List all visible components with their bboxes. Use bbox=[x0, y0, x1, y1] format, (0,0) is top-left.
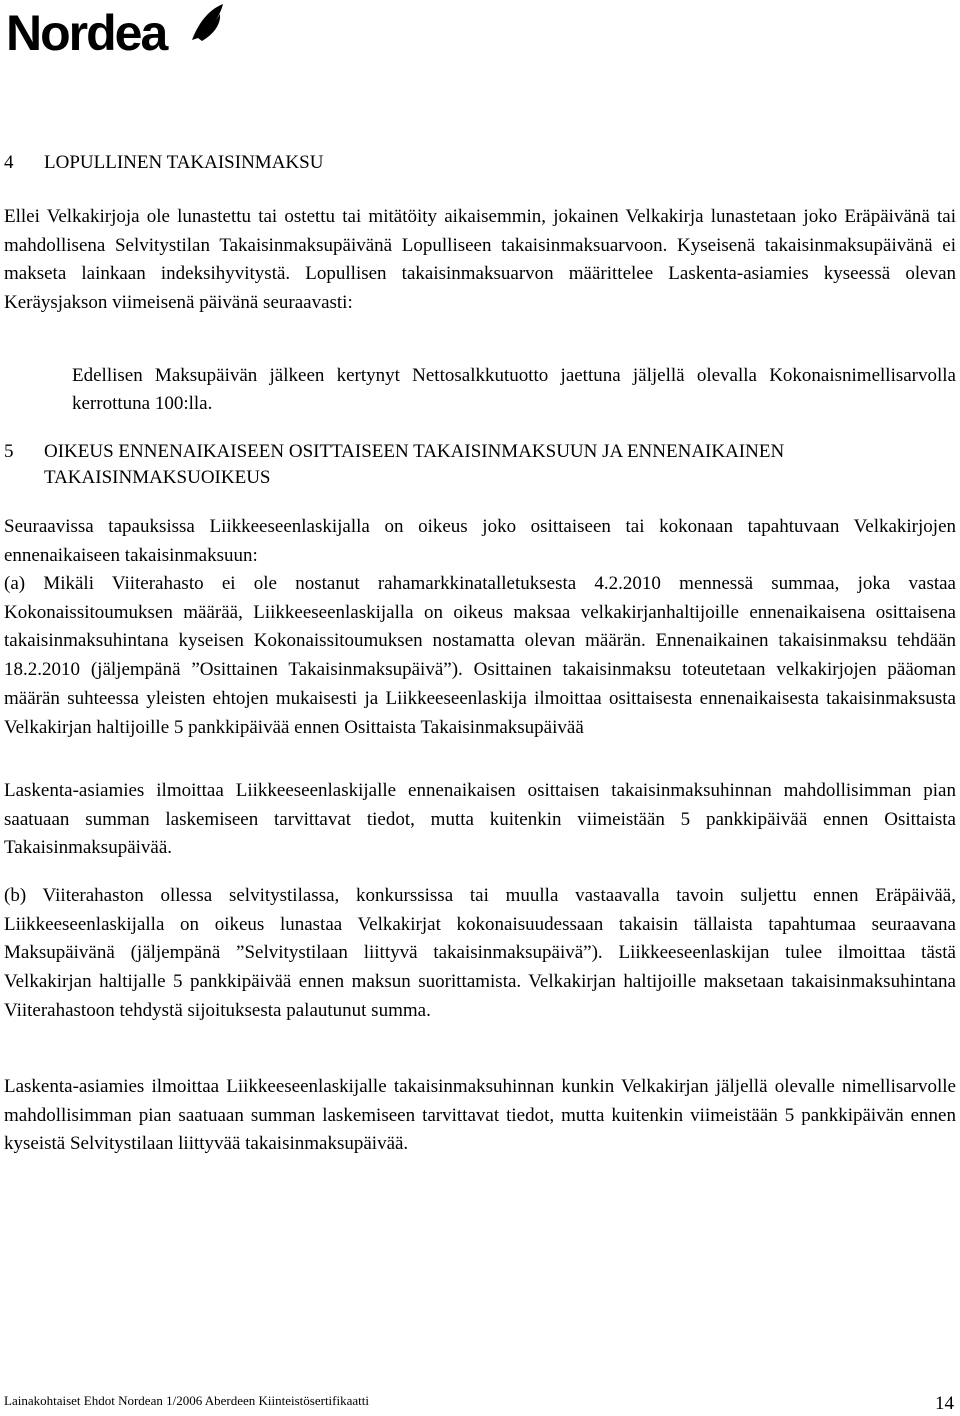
section-4-paragraph: Ellei Velkakirjoja ole lunastettu tai ostettu tai mitätöity aikaisemmin, jokainen Velkakirja lunastetaan joko Eräpäivänä tai mahdollisena Selvitystilan Takaisinmaksupäivänä Lopulliseen takaisinmaksuarvoon. Kyseisenä takaisinmaksupäivänä ei makseta lainkaan indeksihyvitystä. Lopullisen takaisinmaksuarvon määrittelee Laskenta-asiamies kyseessä olevan Keräysjakson viimeisenä päivänä seuraavasti: bbox=[4, 206, 956, 314]
clause-b-paragraph: (b) Viiterahaston ollessa selvitystilassa, konkurssissa tai muulla vastaavalla tavoin suljettu ennen Eräpäivää, Liikkeeseenlaskijalla on oikeus lunastaa Velkakirjat kokonaisuudessaan takaisin tällaista tapahtumaa seuraavana Maksupäivänä (jäljempänä ”Selvitystilaan liittyvä takaisinmaksupäivä”). Liikkeeseenlaskijan tulee ilmoittaa tästä Velkakirjan haltijalle 5 pankkipäivää ennen maksun suorittamista. Velkakirjan haltijoille maksetaan takaisinmaksuhintana Viiterahastoon tehdystä sijoituksesta palautunut summa. bbox=[4, 885, 956, 1021]
section-5-intro-paragraph: Seuraavissa tapauksissa Liikkeeseenlaskijalla on oikeus joko osittaiseen tai kokonaan tapahtuvaan Velkakirjojen ennenaikaiseen takaisinmaksuun: bbox=[4, 516, 956, 566]
logo-wing-icon bbox=[190, 2, 224, 42]
footer-document-title: Lainakohtaiset Ehdot Nordean 1/2006 Aberdeen Kiinteistösertifikaatti bbox=[4, 1393, 369, 1408]
section-title-line-2: TAKAISINMAKSUOIKEUS bbox=[44, 467, 271, 488]
page-number: 14 bbox=[935, 1393, 954, 1414]
nordea-logo bbox=[6, 2, 221, 61]
section-4-heading bbox=[4, 150, 323, 176]
formula-paragraph: Edellisen Maksupäivän jälkeen kertynyt Nettosalkkutuotto jaettuna jäljellä olevalla Kokonaisnimellisarvolla kerrottuna 100:lla. bbox=[72, 365, 956, 414]
section-title-line-1: OIKEUS ENNENAIKAISEEN OSITTAISEEN TAKAISINMAKSUUN JA ENNENAIKAINEN bbox=[44, 441, 785, 462]
section-number: 5 bbox=[4, 441, 14, 462]
section-5-heading bbox=[4, 439, 784, 491]
clause-a-notice-paragraph: Laskenta-asiamies ilmoittaa Liikkeeseenlaskijalle ennenaikaisen osittaisen takaisinmaksuhinnan mahdollisimman pian saatuaan summan laskemiseen tarvittavat tiedot, mutta kuitenkin viimeistään 5 pankkipäivää ennen Osittaista Takaisinmaksupäivää. bbox=[4, 780, 956, 859]
clause-b-notice-paragraph: Laskenta-asiamies ilmoittaa Liikkeeseenlaskijalle takaisinmaksuhinnan kunkin Velkakirjan jäljellä olevalle nimellisarvolle mahdollisimman pian saatuaan summan laskemiseen tarvittavat tiedot, mutta kuitenkin viimeistään 5 pankkipäivän ennen kyseistä Selvitystilaan liittyvää takaisinmaksupäivää. bbox=[4, 1076, 956, 1155]
section-number: 4 bbox=[4, 152, 14, 173]
section-title: LOPULLINEN TAKAISINMAKSU bbox=[44, 152, 324, 173]
logo-wordmark: Nordea bbox=[6, 5, 167, 61]
clause-a-paragraph: (a) Mikäli Viiterahasto ei ole nostanut rahamarkkinatalletuksesta 4.2.2010 mennessä summaa, joka vastaa Kokonaissitoumuksen määrää, Liikkeeseenlaskijalla on oikeus maksaa velkakirjanhaltijoille ennenaikaisena osittaisena takaisinmaksuhintana kyseisen Kokonaissitoumuksen nostamatta olevan määrän. Ennenaikainen takaisinmaksu tehdään 18.2.2010 (jäljempänä ”Osittainen Takaisinmaksupäivä”). Osittainen takaisinmaksu toteutetaan velkakirjojen pääoman määrän suhteessa yleisten ehtojen mukaisesti ja Liikkeeseenlaskija ilmoittaa osittaisesta ennenaikaisesta takaisinmaksusta Velkakirjan haltijoille 5 pankkipäivää ennen Osittaista Takaisinmaksupäivää bbox=[4, 573, 956, 738]
